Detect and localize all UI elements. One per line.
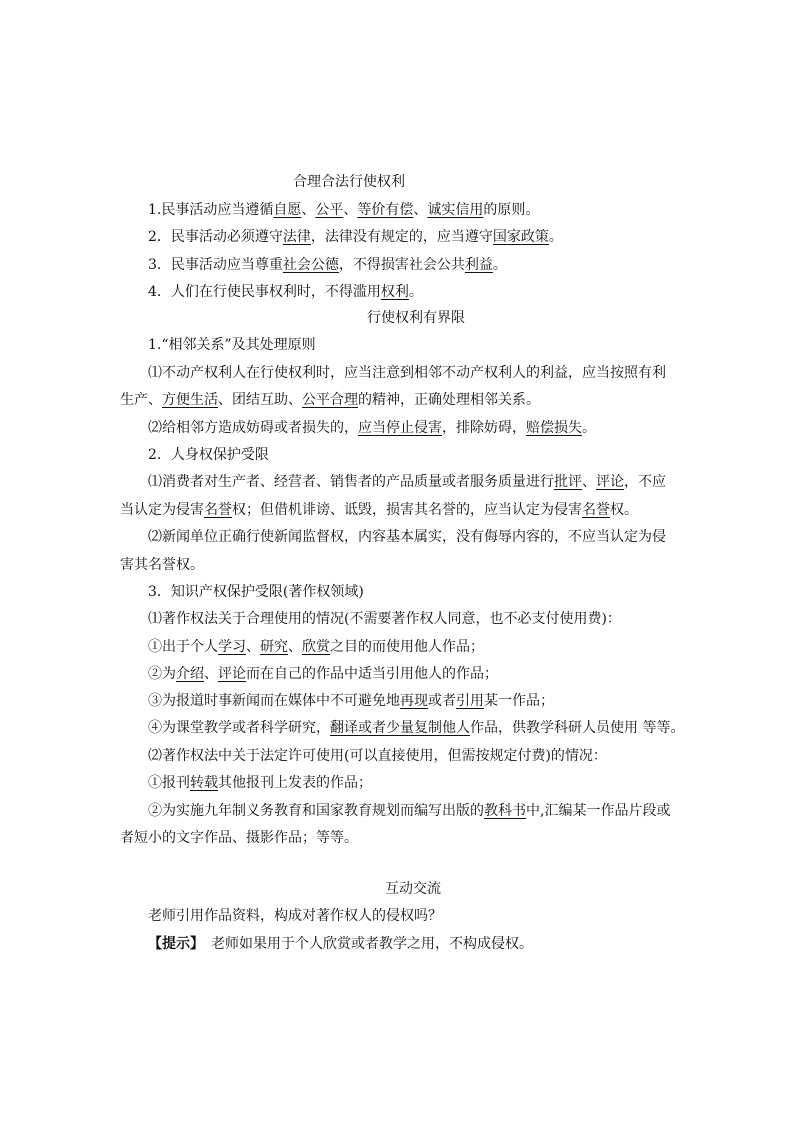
hint-line (148, 934, 680, 954)
text-run: 3．民事活动应当尊重 (148, 257, 283, 273)
paragraph-line (148, 582, 680, 602)
text-run: 老师如果用于个人欣赏或者教学之用，不构成侵权。 (197, 936, 533, 952)
text-run: ⑵新闻单位正确行使新闻监督权，内容基本属实，没有侮辱内容的，不应当认定为侵 (148, 529, 666, 545)
paragraph-line (148, 718, 685, 738)
underlined-term: 名誉 (582, 502, 610, 518)
text-run: ⑴著作权法关于合理使用的情况(不需要著作权人同意，也不必支付使用费)： (148, 611, 621, 627)
paragraph-line (148, 801, 680, 821)
text-run: 、 (246, 639, 260, 655)
text-run: ⑵给相邻方造成妨碍或者损失的， (148, 420, 358, 436)
text-run: 3．知识产权保护受限(著作权领域) (148, 584, 364, 600)
section-title-reasonable-use: 合理合法行使权利 (293, 174, 405, 190)
text-run: 。 (492, 257, 507, 273)
underlined-term: 法律 (282, 229, 311, 245)
underlined-term: 社会公德 (282, 257, 339, 273)
text-run: 某一作品； (484, 693, 554, 709)
paragraph-line (120, 500, 680, 520)
text-run: 作品，供教学科研人员使用 等等。 (470, 720, 685, 736)
text-run: ③为报道时事新闻而在媒体中不可避免地 (148, 693, 400, 709)
paragraph-line (148, 255, 680, 275)
text-run: 、 (204, 666, 218, 682)
underlined-term: 引用 (456, 693, 484, 709)
section-title-interaction: 互动交流 (385, 881, 441, 897)
underlined-term: 公平 (315, 202, 344, 218)
text-run: 、 (288, 639, 302, 655)
underlined-term: 再现 (400, 693, 428, 709)
text-run: 2．民事活动必须遵守 (148, 229, 283, 245)
text-run: 1.“相邻关系”及其处理原则 (148, 337, 316, 353)
paragraph-line (148, 691, 680, 711)
text-run: 、 (413, 202, 428, 218)
underlined-term: 应当 (358, 420, 386, 436)
text-run: ，不应 (624, 474, 666, 490)
underlined-term: 研究 (260, 639, 288, 655)
paragraph-line (148, 282, 680, 302)
paragraph-line (120, 555, 680, 575)
text-run: 1.民事活动应当遵循 (148, 202, 274, 218)
text-run: ①出于个人 (148, 639, 218, 655)
paragraph-line (148, 746, 680, 766)
underlined-term: 自愿 (273, 202, 302, 218)
text-run: 或者 (428, 693, 456, 709)
underlined-term: 诚实信用 (427, 202, 484, 218)
text-run: ①报刊 (148, 775, 190, 791)
text-run: 而在自己的作品中适当引用他人的作品； (246, 666, 498, 682)
paragraph-line (148, 637, 680, 657)
paragraph-line (148, 773, 680, 793)
text-run: ②为实施九年制义务教育和国家教育规划而编写出版的 (148, 803, 484, 819)
underlined-term: 方便生活 (162, 392, 218, 408)
paragraph-line (148, 227, 680, 247)
underlined-term: 公平合理 (302, 392, 358, 408)
underlined-term: 停止侵害 (386, 420, 442, 436)
text-run: 、 (343, 202, 358, 218)
underlined-term: 国家政策 (492, 229, 549, 245)
text-run: 、 (301, 202, 316, 218)
text-run: ⑴不动产权利人在行使权利时，应当注意到相邻不动产权利人的利益，应当按照有利 (148, 365, 666, 381)
text-run: 当认定为侵害 (120, 502, 204, 518)
hint-label: 【提示】 (148, 936, 197, 952)
underlined-term: 介绍 (176, 666, 204, 682)
underlined-term: 教科书 (484, 803, 526, 819)
text-run: ⑴消费者对生产者、经营者、销售者的产品质量或者服务质量进行 (148, 474, 554, 490)
underlined-term: 评论 (596, 474, 624, 490)
text-run: ，不得损害社会公共 (338, 257, 465, 273)
text-run: 权。 (610, 502, 638, 518)
text-run: 。 (408, 284, 423, 300)
text-run: ，法律没有规定的，应当遵守 (310, 229, 493, 245)
text-run: 。 (548, 229, 563, 245)
paragraph-line (148, 472, 680, 492)
text-run: 的精神，正确处理相邻关系。 (358, 392, 540, 408)
text-run: ，排除妨碍， (442, 420, 526, 436)
text-run: 、团结互助、 (218, 392, 302, 408)
paragraph-line (148, 664, 680, 684)
question-line (148, 906, 680, 926)
text-run: 的原则。 (483, 202, 540, 218)
paragraph-line (120, 390, 680, 410)
section-title-rights-limits: 行使权利有界限 (367, 310, 465, 326)
underlined-term: 等价有偿 (357, 202, 414, 218)
paragraph-line (148, 200, 680, 220)
text-run: 。 (582, 420, 596, 436)
underlined-term: 学习 (218, 639, 246, 655)
text-run: ②为 (148, 666, 176, 682)
underlined-term: 批评 (554, 474, 582, 490)
paragraph-line (120, 828, 680, 848)
paragraph-line (148, 609, 680, 629)
text-run: 、 (582, 474, 596, 490)
paragraph-line (148, 445, 680, 465)
paragraph-line (148, 363, 680, 383)
underlined-term: 翻译或者少量复制他人 (330, 720, 470, 736)
text-run: 生产、 (120, 392, 162, 408)
text-run: 之目的而使用他人作品； (330, 639, 484, 655)
text-run: 老师引用作品资料，构成对著作权人的侵权吗？ (148, 908, 442, 924)
underlined-term: 转载 (190, 775, 218, 791)
text-run: 中,汇编某一作品片段或 (526, 803, 671, 819)
paragraph-line (148, 527, 680, 547)
text-run: 害其名誉权。 (120, 557, 204, 573)
text-run: 者短小的文字作品、摄影作品；等等。 (120, 830, 358, 846)
underlined-term: 名誉 (204, 502, 232, 518)
text-run: 权；但借机诽谤、诋毁，损害其名誉的，应当认定为侵害 (232, 502, 582, 518)
text-run: ⑵著作权法中关于法定许可使用(可以直接使用，但需按规定付费)的情况： (148, 748, 607, 764)
underlined-term: 权利 (380, 284, 409, 300)
underlined-term: 评论 (218, 666, 246, 682)
underlined-term: 赔偿损失 (526, 420, 582, 436)
underlined-term: 利益 (464, 257, 493, 273)
paragraph-line (148, 335, 680, 355)
text-run: 2．人身权保护受限 (148, 447, 269, 463)
paragraph-line (148, 418, 680, 438)
text-run: 4．人们在行使民事权利时，不得滥用 (148, 284, 381, 300)
text-run: ④为课堂教学或者科学研究， (148, 720, 330, 736)
text-run: 其他报刊上发表的作品； (218, 775, 372, 791)
underlined-term: 欣赏 (302, 639, 330, 655)
